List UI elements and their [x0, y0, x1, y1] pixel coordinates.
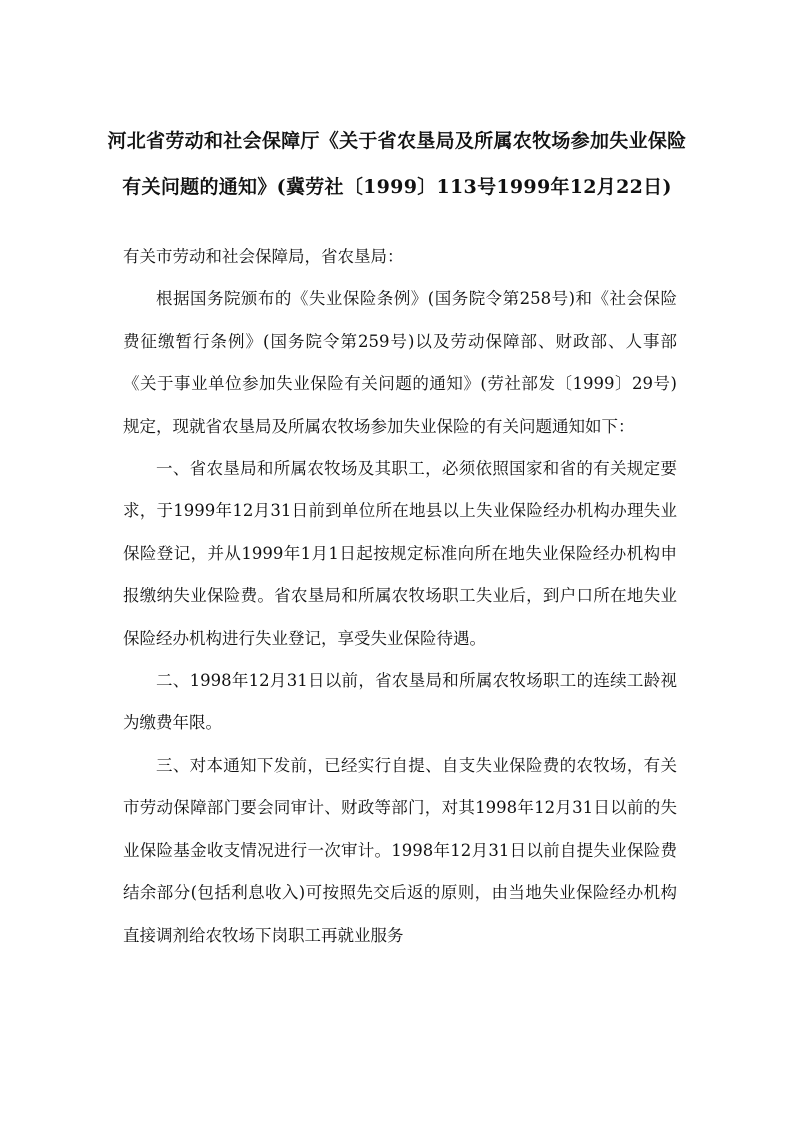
paragraph-item-1: 一、省农垦局和所属农牧场及其职工，必须依照国家和省的有关规定要求，于1999年12月31日前到单位所在地县以上失业保险经办机构办理失业保险登记，并从1999年1月1日起按规定标准向所在地失业保险经办机构申报缴纳失业保险费。省农垦局和所属农牧场职工失业后，到户口所在地失业保险经办机构进行失业登记，享受失业保险待遇。 — [123, 459, 677, 648]
document-body — [123, 236, 677, 957]
title-line-2: 有关问题的通知》(冀劳社〔1999〕113号1999年12月22日) — [122, 176, 672, 198]
paragraph-item-2: 二、1998年12月31日以前，省农垦局和所属农牧场职工的连续工龄视为缴费年限。 — [123, 671, 677, 733]
document-title — [96, 118, 698, 210]
title-line-1: 河北省劳动和社会保障厅《关于省农垦局及所属农牧场参加失业保险 — [107, 130, 687, 152]
salutation: 有关市劳动和社会保障局，省农垦局： — [123, 247, 404, 266]
paragraph-item-3: 三、对本通知下发前，已经实行自提、自支失业保险费的农牧场，有关市劳动保障部门要会同审计、财政等部门，对其1998年12月31日以前的失业保险基金收支情况进行一次审计。1998年12月31日以前自提失业保险费结余部分(包括利息收入)可按照先交后返的原则，由当地失业保险经办机构直接调剂给农牧场下岗职工再就业服务 — [123, 755, 677, 945]
paragraph-intro: 根据国务院颁布的《失业保险条例》(国务院令第258号)和《社会保险费征缴暂行条例》(国务院令第259号)以及劳动保障部、财政部、人事部《关于事业单位参加失业保险有关问题的通知》(劳社部发〔1999〕29号)规定，现就省农垦局及所属农牧场参加失业保险的有关问题通知如下： — [123, 289, 677, 436]
